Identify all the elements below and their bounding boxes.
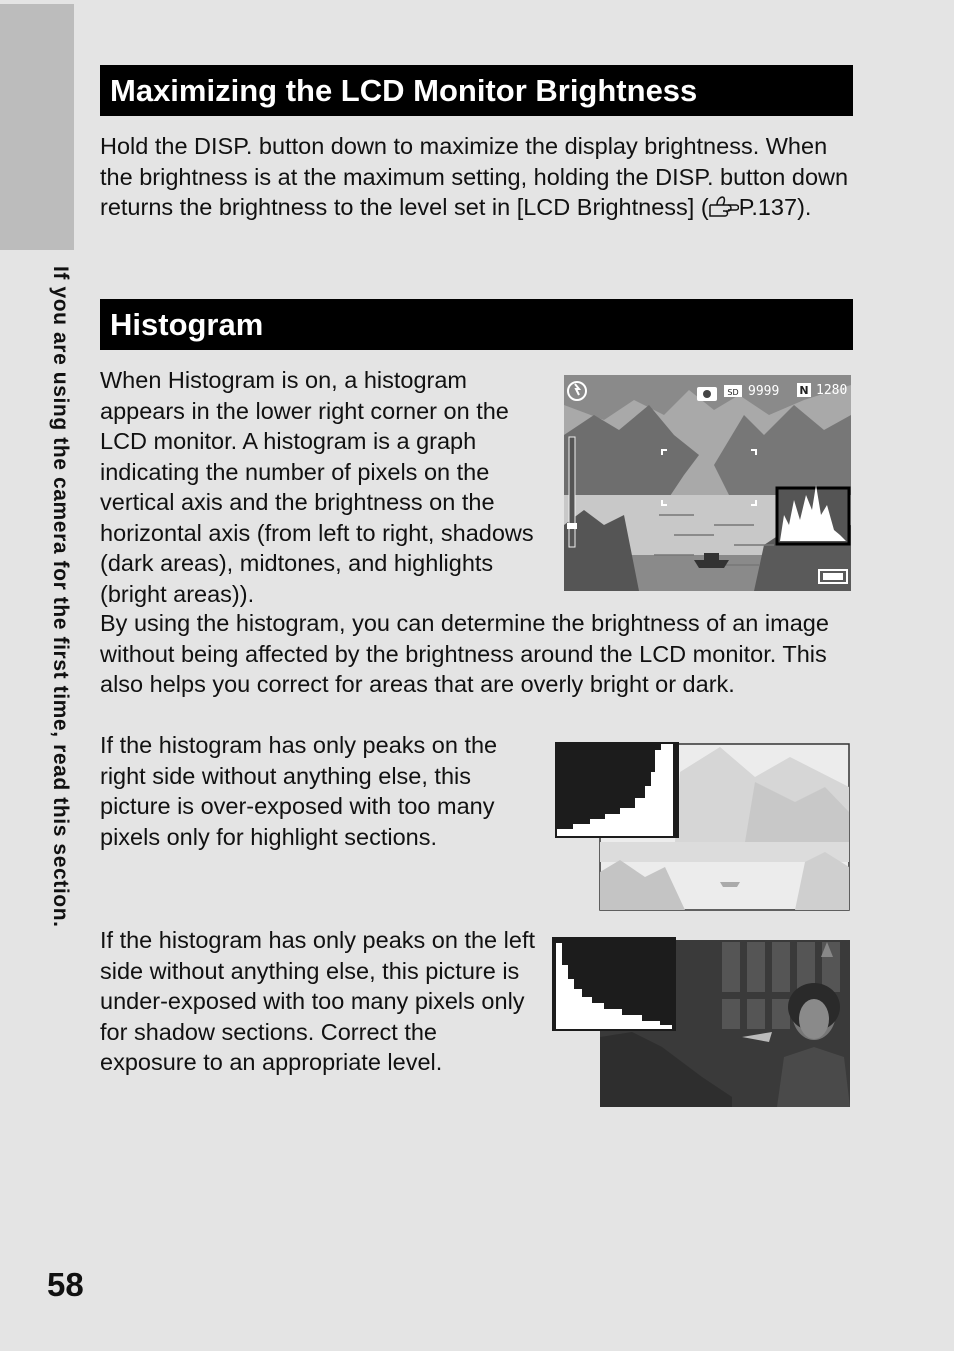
section-title-histogram — [100, 299, 853, 350]
lcd-monitor-image — [564, 375, 851, 591]
shots-remaining: 9999 — [748, 384, 780, 399]
page-reference: P.137). — [738, 194, 812, 220]
overexposed-paragraph: If the histogram has only peaks on the right side without anything else, this picture is over-exposed with too many pixels only for highlight sections. — [100, 732, 498, 850]
image-size: 1280 — [816, 383, 848, 398]
page-number: 58 — [47, 1266, 84, 1303]
chapter-tab — [0, 4, 74, 250]
histogram-usage-paragraph: By using the histogram, you can determine the brightness of an image without being affected by the brightness around the LCD monitor. This also helps you correct for areas that are overly bright or dark. — [100, 610, 829, 697]
underexposed-example-image — [552, 937, 852, 1109]
pointing-hand-icon — [709, 196, 739, 218]
section-title-lcd-brightness — [100, 65, 853, 116]
media-badge: SD — [727, 388, 739, 397]
histogram-intro-paragraph: When Histogram is on, a histogram appears in the lower right corner on the LCD monitor. A histogram is a graph indicating the number of pixels on the vertical axis and the brightness on the horizontal axis (from left to right, shadows (dark areas), midtones, and highlights (bright areas)). — [100, 367, 534, 607]
chapter-vertical-label: If you are using the camera for the first time, read this section. — [49, 266, 72, 928]
underexposed-paragraph: If the histogram has only peaks on the left side without anything else, this picture is under-exposed with too many pixels only for shadow sections. Correct the exposure to an appropriate level. — [100, 927, 536, 1075]
quality-badge: N — [799, 384, 809, 397]
overexposed-example-image — [555, 742, 851, 912]
lcd-brightness-paragraph — [100, 131, 860, 223]
section-title-text: Maximizing the LCD Monitor Brightness — [110, 72, 698, 108]
section-title-text: Histogram — [110, 306, 264, 342]
lcd-brightness-text: Hold the DISP. button down to maximize the display brightness. When the brightness is at the maximum setting, holding the DISP. button down returns the brightness to the level set in [LCD Brightness] ( — [100, 133, 849, 220]
